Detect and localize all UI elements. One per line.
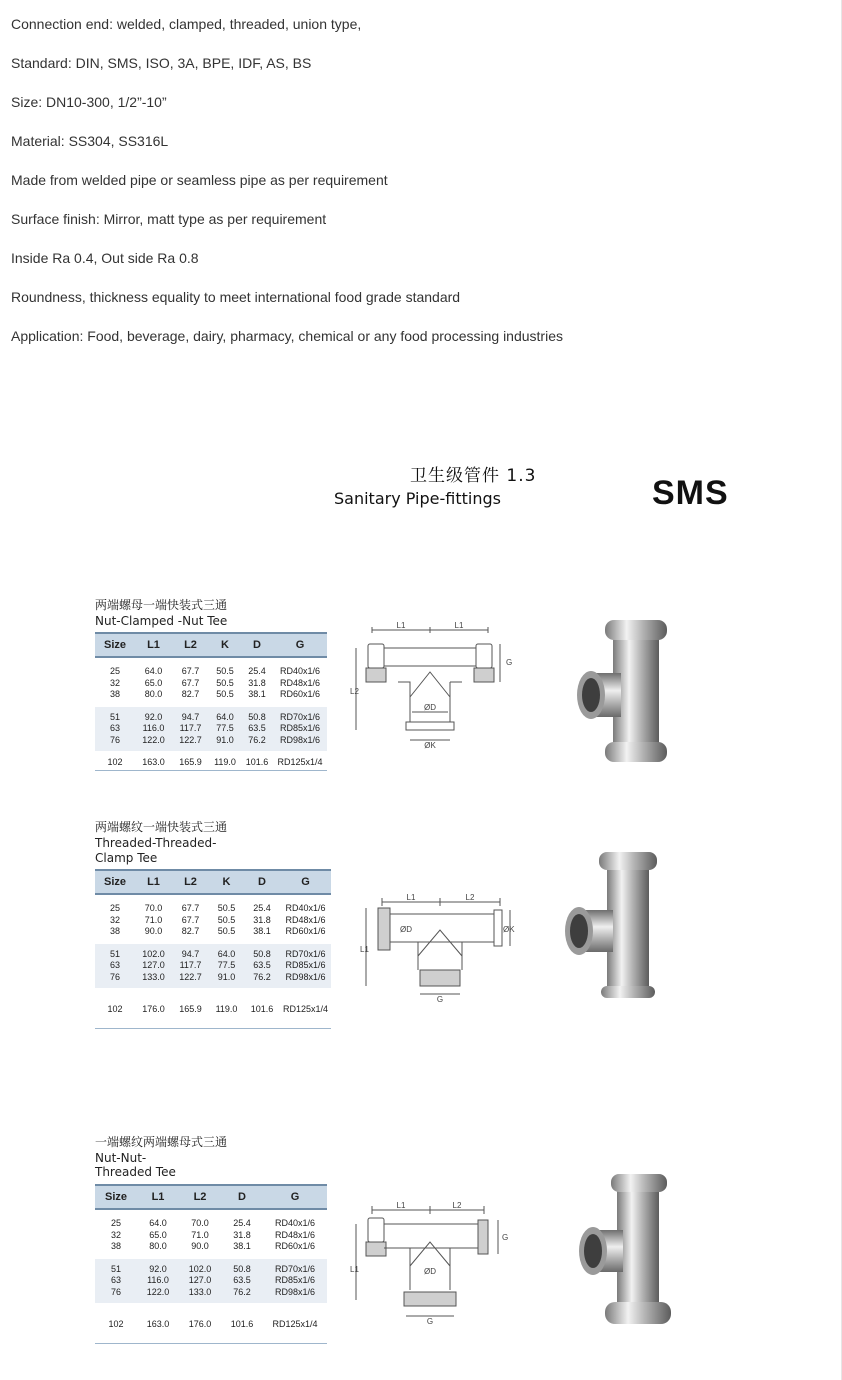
spec-item: Size: DN10-300, 1/2”-10”	[11, 94, 167, 110]
table-cell: 122.7	[172, 972, 209, 989]
table-cell: 101.6	[245, 757, 269, 767]
section-title-cn: 两端螺母一端快装式三通	[95, 598, 228, 612]
spec-item: Standard: DIN, SMS, ISO, 3A, BPE, IDF, AS, BS	[11, 55, 312, 71]
table-cell: RD60x1/6	[279, 689, 321, 699]
table-row	[95, 894, 331, 915]
section-title-en: Nut-Nut-	[95, 1151, 147, 1165]
table-cell: RD98x1/6	[263, 1287, 327, 1304]
table-cell: 63.5	[241, 723, 273, 735]
table-row	[95, 657, 327, 678]
column-header: Size	[95, 633, 135, 657]
table-cell: 77.5	[209, 960, 244, 972]
column-header: K	[209, 870, 244, 894]
catalog-title-cn: 卫生级管件 1.3	[410, 466, 537, 486]
table-cell: 25	[109, 903, 120, 913]
table-cell: 32	[110, 1229, 121, 1240]
dimension-label: L2	[452, 1201, 462, 1210]
table-cell: 117.7	[172, 960, 209, 972]
spec-item: Application: Food, beverage, dairy, pharmacy, chemical or any food processing industries	[11, 328, 563, 344]
table-cell: 122.0	[135, 735, 172, 752]
table-cell: 38	[110, 1241, 121, 1251]
table-cell: 67.7	[181, 677, 200, 688]
column-header: L1	[135, 633, 172, 657]
column-header: D	[244, 870, 280, 894]
column-header: G	[280, 870, 331, 894]
table-cell: RD70x1/6	[280, 944, 331, 961]
dimension-label: L2	[350, 687, 359, 696]
tee-technical-drawing	[350, 621, 513, 752]
table-cell: RD40x1/6	[279, 666, 321, 676]
table-cell: 50.8	[241, 707, 273, 724]
table-cell: RD70x1/6	[273, 707, 327, 724]
table-cell: 38.1	[253, 926, 271, 936]
column-header: Size	[95, 1185, 137, 1209]
table-cell: 50.5	[216, 689, 234, 699]
table-cell: RD125x1/4	[282, 1004, 329, 1014]
dimension-label: L1	[350, 1265, 359, 1274]
tee-technical-drawing	[350, 1200, 510, 1325]
table-cell: 67.7	[181, 903, 200, 913]
table-cell: RD48x1/6	[274, 1229, 316, 1240]
table-cell: 70.0	[144, 903, 163, 913]
table-row	[95, 915, 331, 927]
table-cell: 71.0	[191, 1229, 209, 1240]
spec-item: Roundness, thickness equality to meet international food grade standard	[11, 289, 461, 305]
table-cell: 91.0	[209, 972, 244, 989]
table-cell: RD40x1/6	[285, 903, 326, 913]
section-title-en: Threaded-Threaded-	[95, 836, 217, 850]
table-cell: 80.0	[149, 1241, 167, 1251]
table-cell: 122.7	[172, 735, 209, 752]
table-cell: RD70x1/6	[263, 1259, 327, 1276]
table-cell: 50.8	[244, 944, 280, 961]
table-cell: 71.0	[144, 914, 163, 925]
table-cell: 163.0	[142, 757, 165, 767]
dimension-label: L1	[406, 893, 416, 902]
table-cell: 92.0	[137, 1259, 179, 1276]
table-cell: 64.0	[209, 707, 241, 724]
table-cell: 51	[95, 944, 135, 961]
table-cell: RD125x1/4	[277, 757, 323, 767]
table-row	[95, 678, 327, 690]
spec-item: Connection end: welded, clamped, threaded, union type,	[11, 16, 362, 32]
column-header: D	[221, 1185, 263, 1209]
table-row	[95, 735, 327, 752]
table-cell: 32	[109, 914, 120, 925]
table-cell: 51	[95, 1259, 137, 1276]
table-row	[95, 1209, 327, 1230]
table-row	[95, 723, 327, 735]
dimension-label: ØD	[400, 925, 412, 934]
table-cell: RD48x1/6	[279, 677, 321, 688]
tee-technical-drawing	[360, 890, 520, 1005]
table-cell: 116.0	[135, 723, 172, 735]
tee-product-photo	[565, 1168, 705, 1338]
table-cell: 63	[95, 1275, 137, 1287]
table-cell: RD85x1/6	[273, 723, 327, 735]
table-row	[95, 988, 331, 1030]
dimension-label: L1	[396, 621, 406, 630]
table-cell: 76	[95, 735, 135, 752]
section-title-cn: 一端螺纹两端螺母式三通	[95, 1135, 228, 1149]
table-cell: 50.5	[216, 677, 234, 688]
table-cell: 63	[95, 723, 135, 735]
column-header: L2	[172, 633, 209, 657]
table-cell: 102	[108, 1319, 124, 1329]
table-cell: RD125x1/4	[272, 1319, 318, 1329]
spec-item: Material: SS304, SS316L	[11, 133, 169, 149]
column-header: G	[263, 1185, 327, 1209]
table-cell: 64.0	[209, 944, 244, 961]
table-cell: 127.0	[179, 1275, 221, 1287]
table-cell: 63	[95, 960, 135, 972]
section-title-en: Threaded Tee	[95, 1165, 176, 1179]
dimension-label: L1	[454, 621, 464, 630]
table-cell: 163.0	[146, 1319, 170, 1329]
dimension-label: L2	[465, 893, 475, 902]
column-header: G	[273, 633, 327, 657]
table-bottom-rule	[95, 770, 327, 771]
table-cell: 76	[95, 972, 135, 989]
table-cell: 50.8	[221, 1259, 263, 1276]
catalog-standard-label: SMS	[652, 474, 729, 512]
tee-product-photo	[565, 615, 705, 780]
table-cell: 64.0	[149, 1218, 167, 1228]
table-cell: 176.0	[142, 1004, 165, 1014]
table-row	[95, 707, 327, 724]
dimension-label: L1	[396, 1201, 406, 1210]
table-cell: 122.0	[137, 1287, 179, 1304]
table-cell: 38	[109, 926, 120, 936]
table-cell: 32	[109, 677, 120, 688]
table-row	[95, 1241, 327, 1259]
table-cell: 116.0	[137, 1275, 179, 1287]
table-cell: 119.0	[214, 757, 236, 767]
column-header: D	[241, 633, 273, 657]
table-header-row	[95, 870, 331, 894]
table-cell: 127.0	[135, 960, 172, 972]
table-cell: RD60x1/6	[274, 1241, 316, 1251]
table-cell: 176.0	[188, 1319, 212, 1329]
table-cell: 51	[95, 707, 135, 724]
table-row	[95, 1230, 327, 1242]
column-header: L2	[179, 1185, 221, 1209]
table-cell: 77.5	[209, 723, 241, 735]
table-cell: 25	[110, 1218, 121, 1228]
dimension-label: ØD	[424, 1267, 436, 1276]
section-title-en: Nut-Clamped -Nut Tee	[95, 614, 228, 628]
spec-table	[95, 869, 331, 1030]
dimension-label: G	[506, 658, 513, 667]
table-cell: 165.9	[179, 757, 202, 767]
table-row	[95, 960, 331, 972]
table-cell: 38.1	[233, 1241, 251, 1251]
tee-product-photo	[555, 848, 695, 1013]
table-cell: 25.4	[248, 666, 266, 676]
table-cell: RD40x1/6	[274, 1218, 316, 1228]
table-cell: 63.5	[244, 960, 280, 972]
dimension-label: L1	[360, 945, 369, 954]
table-cell: 67.7	[181, 666, 200, 676]
table-cell: 82.7	[181, 926, 200, 936]
table-cell: 117.7	[172, 723, 209, 735]
spec-table	[95, 1184, 327, 1345]
table-cell: 102	[107, 757, 123, 767]
spec-table	[95, 632, 327, 777]
dimension-label: G	[426, 1317, 434, 1326]
table-row	[95, 972, 331, 989]
table-cell: 50.5	[216, 666, 234, 676]
dimension-label: ØK	[503, 925, 515, 934]
table-row	[95, 1287, 327, 1304]
spec-item: Inside Ra 0.4, Out side Ra 0.8	[11, 250, 199, 266]
spec-item: Surface finish: Mirror, matt type as per requirement	[11, 211, 327, 227]
section-title-en: Clamp Tee	[95, 851, 158, 865]
table-cell: 38.1	[248, 689, 266, 699]
table-cell: 80.0	[144, 689, 163, 699]
column-header: K	[209, 633, 241, 657]
table-row	[95, 944, 331, 961]
table-cell: 119.0	[215, 1004, 238, 1014]
table-cell: RD48x1/6	[285, 914, 326, 925]
table-row	[95, 1303, 327, 1345]
table-cell: 90.0	[144, 926, 163, 936]
column-header: Size	[95, 870, 135, 894]
table-cell: 63.5	[221, 1275, 263, 1287]
table-header-row	[95, 1185, 327, 1209]
table-cell: 76	[95, 1287, 137, 1304]
table-cell: 65.0	[144, 677, 163, 688]
table-cell: 70.0	[191, 1218, 209, 1228]
table-bottom-rule	[95, 1343, 327, 1344]
table-cell: 76.2	[244, 972, 280, 989]
table-cell: 94.7	[172, 707, 209, 724]
table-cell: 25.4	[233, 1218, 251, 1228]
table-cell: 101.6	[250, 1004, 274, 1014]
table-cell: 65.0	[149, 1229, 167, 1240]
table-row	[95, 689, 327, 707]
table-row	[95, 926, 331, 944]
table-cell: 102.0	[135, 944, 172, 961]
spec-item: Made from welded pipe or seamless pipe as per requirement	[11, 172, 388, 188]
dimension-label: ØK	[424, 741, 436, 750]
table-cell: 76.2	[241, 735, 273, 752]
column-header: L1	[135, 870, 172, 894]
table-row	[95, 1259, 327, 1276]
table-cell: 76.2	[221, 1287, 263, 1304]
table-cell: RD98x1/6	[280, 972, 331, 989]
table-cell: RD60x1/6	[285, 926, 326, 936]
table-cell: 133.0	[135, 972, 172, 989]
table-cell: 50.5	[217, 926, 236, 936]
table-cell: 31.8	[233, 1229, 251, 1240]
dimension-label: G	[502, 1233, 509, 1242]
table-cell: 50.5	[217, 903, 236, 913]
dimension-label: G	[436, 995, 444, 1004]
dimension-label: ØD	[424, 703, 436, 712]
table-cell: 101.6	[230, 1319, 254, 1329]
table-cell: 133.0	[179, 1287, 221, 1304]
section-title-cn: 两端螺纹一端快装式三通	[95, 820, 228, 834]
column-header: L2	[172, 870, 209, 894]
table-cell: 64.0	[144, 666, 163, 676]
table-cell: RD85x1/6	[263, 1275, 327, 1287]
table-cell: 90.0	[191, 1241, 209, 1251]
table-cell: 91.0	[209, 735, 241, 752]
table-cell: 82.7	[181, 689, 200, 699]
column-header: L1	[137, 1185, 179, 1209]
catalog-title-en: Sanitary Pipe-fittings	[334, 489, 501, 508]
table-cell: 102.0	[179, 1259, 221, 1276]
table-cell: RD85x1/6	[280, 960, 331, 972]
table-bottom-rule	[95, 1028, 331, 1029]
table-row	[95, 1275, 327, 1287]
table-cell: 25	[109, 666, 120, 676]
table-header-row	[95, 633, 327, 657]
table-cell: 165.9	[179, 1004, 202, 1014]
table-cell: 38	[109, 689, 120, 699]
table-cell: 67.7	[181, 914, 200, 925]
table-cell: 31.8	[248, 677, 266, 688]
table-row	[95, 751, 327, 777]
table-cell: 31.8	[253, 914, 271, 925]
table-cell: 92.0	[135, 707, 172, 724]
spec-list	[11, 16, 563, 367]
table-cell: 50.5	[217, 914, 236, 925]
table-cell: RD98x1/6	[273, 735, 327, 752]
table-cell: 94.7	[172, 944, 209, 961]
table-cell: 25.4	[253, 903, 271, 913]
table-cell: 102	[107, 1004, 123, 1014]
